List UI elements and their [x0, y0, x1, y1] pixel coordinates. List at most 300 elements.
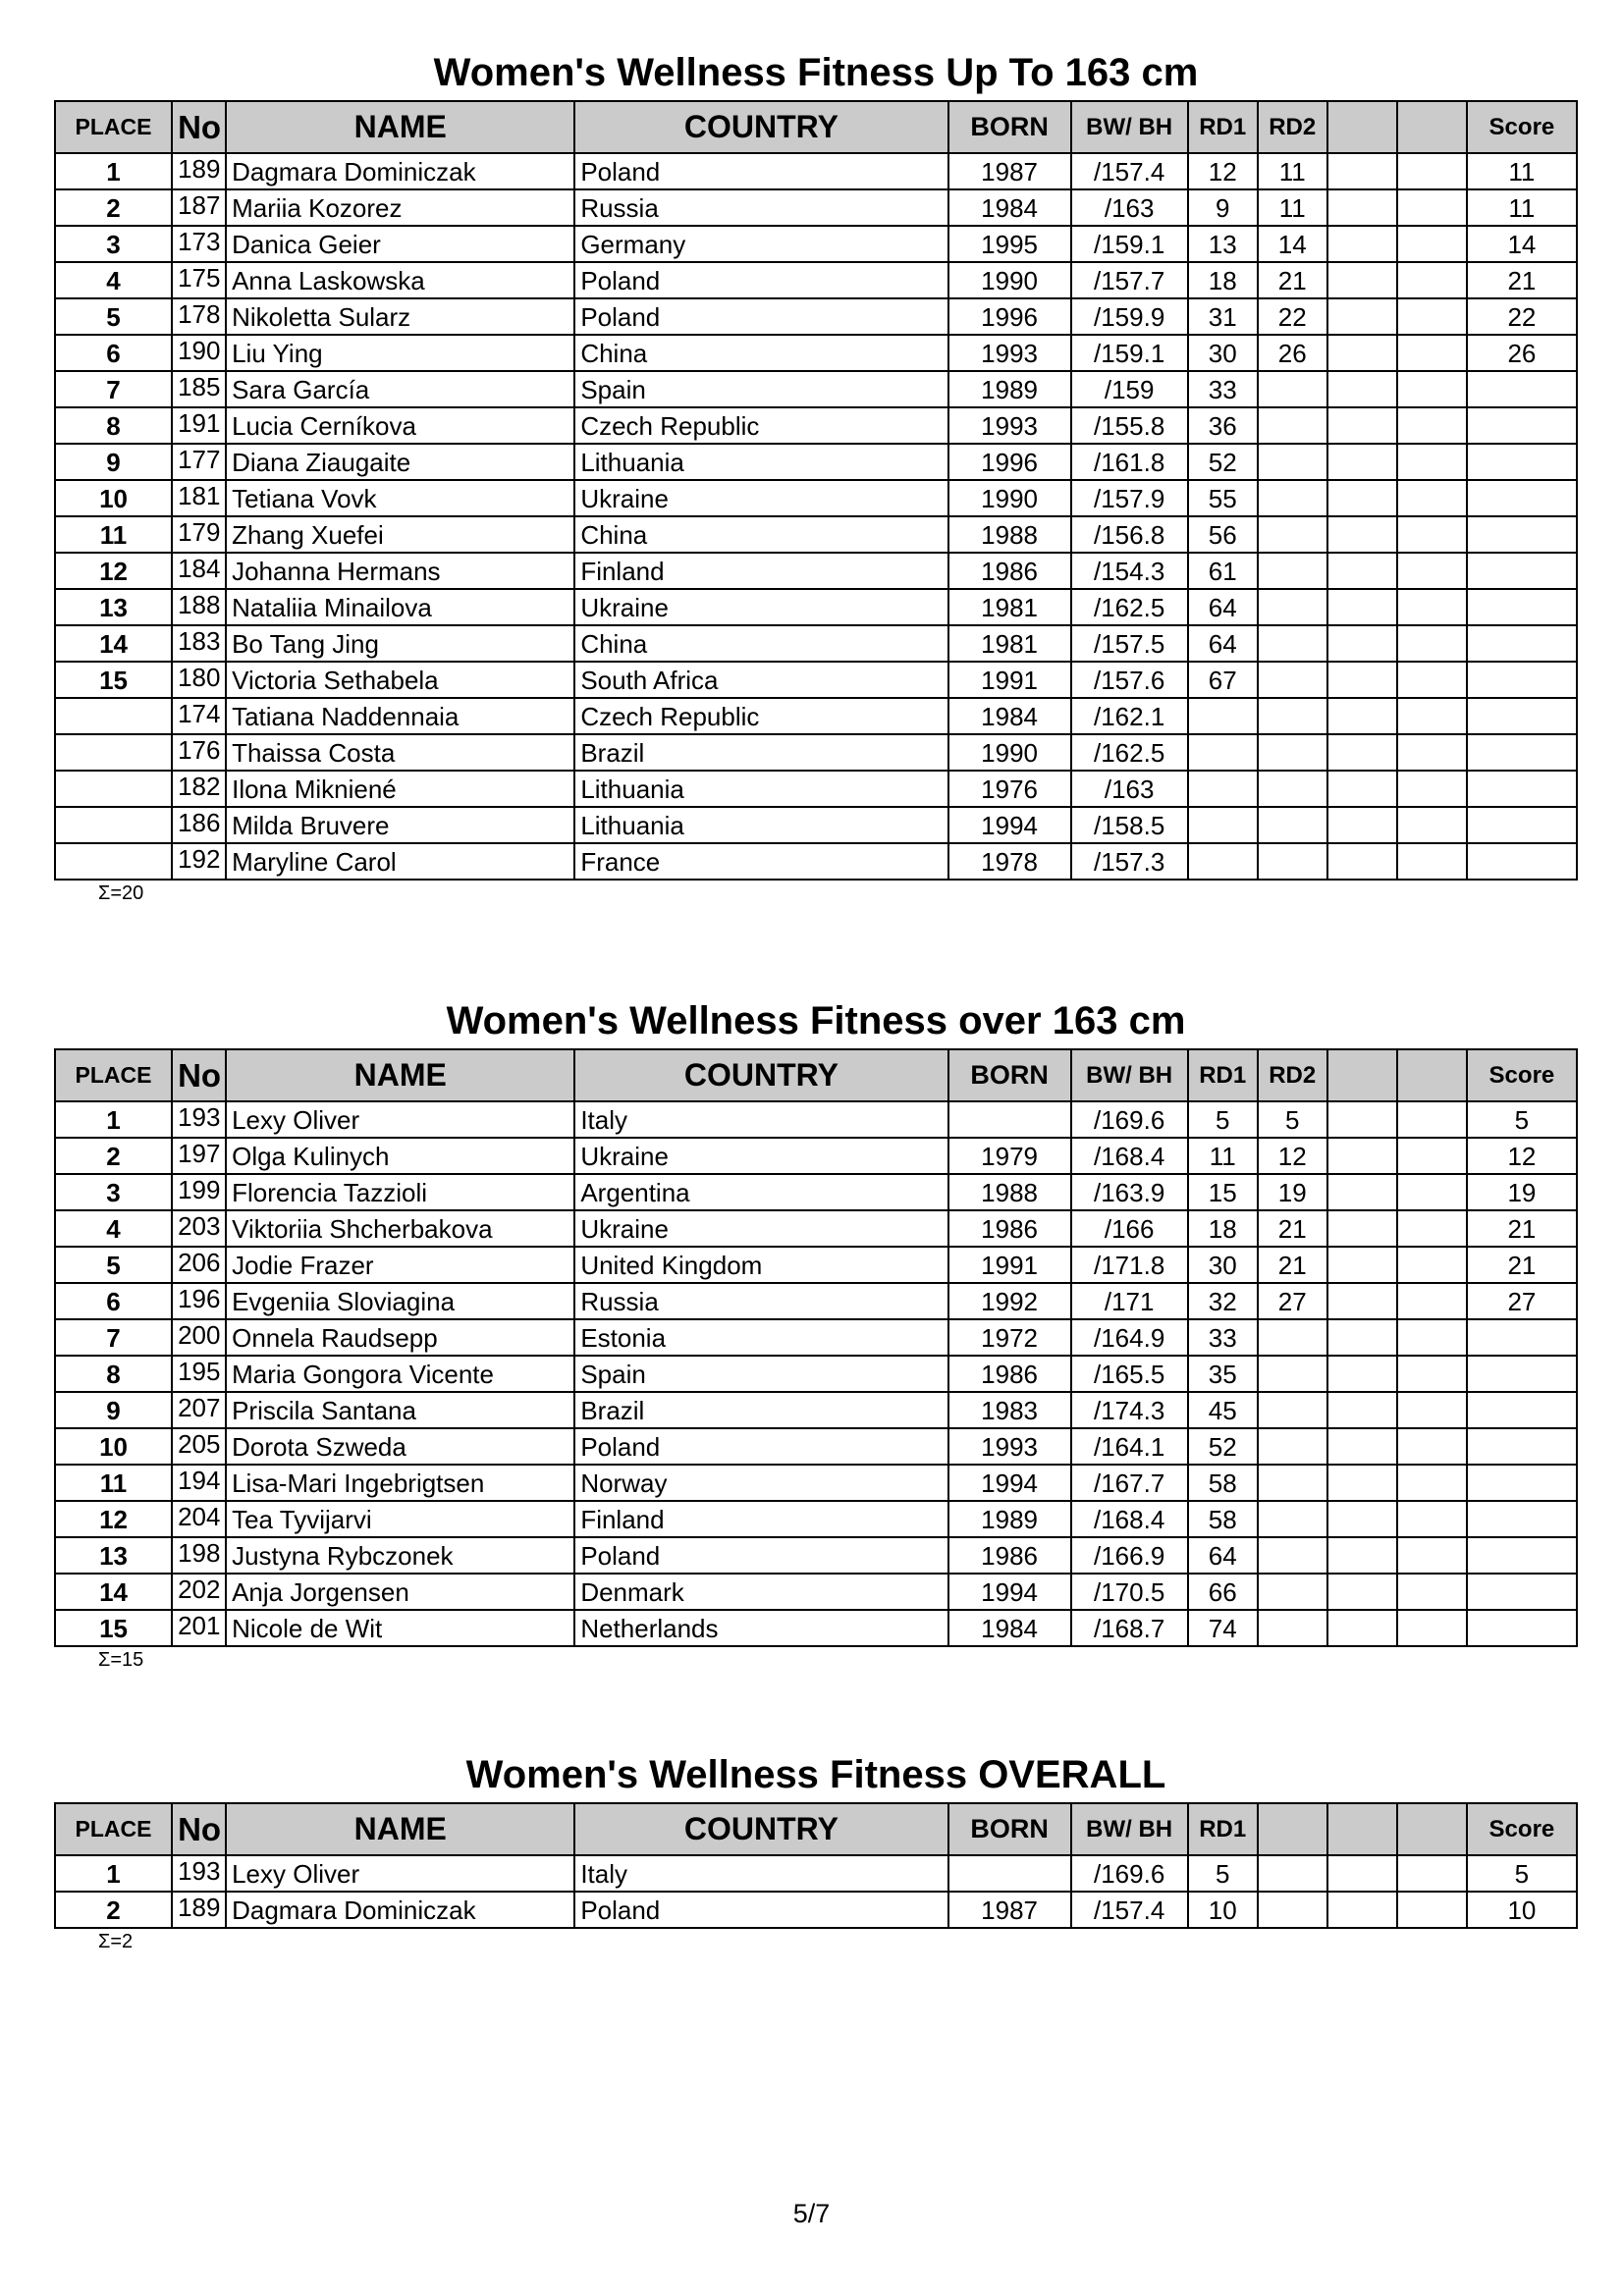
- cell-score: 21: [1467, 1210, 1577, 1247]
- cell-born: 1994: [948, 807, 1071, 843]
- results-table: [54, 100, 1578, 881]
- table-row: [55, 1319, 1577, 1356]
- cell-no: 174: [172, 698, 226, 734]
- cell-born: 1991: [948, 662, 1071, 698]
- column-header-bw-bh: BW/ BH: [1071, 1049, 1188, 1101]
- cell-rd1: 67: [1188, 662, 1258, 698]
- column-header-score: Score: [1467, 1803, 1577, 1855]
- cell-score: [1467, 807, 1577, 843]
- cell-place: 8: [55, 407, 172, 444]
- table-row: [55, 1138, 1577, 1174]
- section-overall: [54, 1751, 1578, 1953]
- cell-country: Italy: [574, 1101, 947, 1138]
- column-header-no: No: [172, 1049, 226, 1101]
- cell-rd2: [1258, 407, 1327, 444]
- column-header-blank1: [1327, 1049, 1397, 1101]
- cell-rd1: 5: [1188, 1101, 1258, 1138]
- cell-blank2: [1397, 1501, 1467, 1537]
- cell-born: 1990: [948, 734, 1071, 771]
- cell-no: 194: [172, 1465, 226, 1501]
- cell-score: 21: [1467, 1247, 1577, 1283]
- cell-name: Lucia Cerníkova: [226, 407, 574, 444]
- cell-place: 10: [55, 1428, 172, 1465]
- cell-score: [1467, 1574, 1577, 1610]
- cell-born: 1989: [948, 1501, 1071, 1537]
- cell-born: 1978: [948, 843, 1071, 880]
- cell-blank2: [1397, 662, 1467, 698]
- cell-rd1: 58: [1188, 1501, 1258, 1537]
- table-row: [55, 698, 1577, 734]
- table-row: [55, 1283, 1577, 1319]
- column-header-rd2: RD2: [1258, 101, 1327, 153]
- cell-born: 1984: [948, 1610, 1071, 1646]
- table-row: [55, 589, 1577, 625]
- column-header-rd1: RD1: [1188, 1803, 1258, 1855]
- cell-rd1: 32: [1188, 1283, 1258, 1319]
- cell-bw-bh: /162.1: [1071, 698, 1188, 734]
- cell-bw-bh: /166: [1071, 1210, 1188, 1247]
- cell-rd1: 15: [1188, 1174, 1258, 1210]
- cell-blank2: [1397, 1428, 1467, 1465]
- cell-blank1: [1327, 843, 1397, 880]
- cell-born: 1989: [948, 371, 1071, 407]
- cell-country: Lithuania: [574, 444, 947, 480]
- cell-place: 6: [55, 1283, 172, 1319]
- cell-bw-bh: /157.3: [1071, 843, 1188, 880]
- cell-name: Tetiana Vovk: [226, 480, 574, 516]
- cell-name: Diana Ziaugaite: [226, 444, 574, 480]
- table-row: [55, 843, 1577, 880]
- cell-place: [55, 843, 172, 880]
- cell-no: 178: [172, 298, 226, 335]
- cell-blank2: [1397, 262, 1467, 298]
- column-header-blank2: [1397, 1049, 1467, 1101]
- cell-rd2: [1258, 516, 1327, 553]
- header-row: [55, 101, 1577, 153]
- cell-born: 1995: [948, 226, 1071, 262]
- cell-blank2: [1397, 1319, 1467, 1356]
- cell-rd1: 5: [1188, 1855, 1258, 1892]
- cell-blank2: [1397, 1101, 1467, 1138]
- cell-country: Germany: [574, 226, 947, 262]
- cell-blank1: [1327, 153, 1397, 189]
- cell-place: 11: [55, 1465, 172, 1501]
- cell-rd2: [1258, 625, 1327, 662]
- cell-no: 193: [172, 1855, 226, 1892]
- cell-country: Poland: [574, 1537, 947, 1574]
- cell-place: 1: [55, 1101, 172, 1138]
- cell-rd2: 11: [1258, 189, 1327, 226]
- cell-score: [1467, 625, 1577, 662]
- cell-rd2: [1258, 1574, 1327, 1610]
- cell-born: 1986: [948, 1210, 1071, 1247]
- cell-country: Poland: [574, 298, 947, 335]
- cell-blank1: [1327, 1356, 1397, 1392]
- cell-blank2: [1397, 444, 1467, 480]
- cell-no: 181: [172, 480, 226, 516]
- cell-born: 1987: [948, 1892, 1071, 1928]
- cell-blank2: [1397, 1247, 1467, 1283]
- cell-score: 26: [1467, 335, 1577, 371]
- cell-blank2: [1397, 1210, 1467, 1247]
- results-table: [54, 1048, 1578, 1647]
- cell-blank1: [1327, 1501, 1397, 1537]
- cell-blank2: [1397, 553, 1467, 589]
- cell-blank2: [1397, 1610, 1467, 1646]
- cell-name: Lisa-Mari Ingebrigtsen: [226, 1465, 574, 1501]
- cell-rd2: [1258, 1428, 1327, 1465]
- column-header-country: COUNTRY: [574, 1803, 947, 1855]
- cell-rd1: 9: [1188, 189, 1258, 226]
- cell-bw-bh: /154.3: [1071, 553, 1188, 589]
- cell-place: 14: [55, 1574, 172, 1610]
- cell-place: 5: [55, 1247, 172, 1283]
- cell-place: 4: [55, 1210, 172, 1247]
- column-header-rd2: [1258, 1803, 1327, 1855]
- cell-name: Dorota Szweda: [226, 1428, 574, 1465]
- cell-blank1: [1327, 1247, 1397, 1283]
- cell-born: 1984: [948, 698, 1071, 734]
- cell-score: [1467, 589, 1577, 625]
- cell-country: Finland: [574, 1501, 947, 1537]
- column-header-place: PLACE: [55, 1803, 172, 1855]
- cell-score: 11: [1467, 153, 1577, 189]
- cell-blank2: [1397, 1537, 1467, 1574]
- cell-blank2: [1397, 807, 1467, 843]
- cell-place: 13: [55, 1537, 172, 1574]
- cell-no: 196: [172, 1283, 226, 1319]
- cell-score: [1467, 1392, 1577, 1428]
- cell-no: 202: [172, 1574, 226, 1610]
- column-header-born: BORN: [948, 101, 1071, 153]
- column-header-name: NAME: [226, 1803, 574, 1855]
- cell-bw-bh: /159: [1071, 371, 1188, 407]
- cell-no: 175: [172, 262, 226, 298]
- cell-name: Nataliia Minailova: [226, 589, 574, 625]
- cell-no: 187: [172, 189, 226, 226]
- cell-born: 1993: [948, 335, 1071, 371]
- cell-score: [1467, 371, 1577, 407]
- cell-score: [1467, 1356, 1577, 1392]
- cell-rd1: 35: [1188, 1356, 1258, 1392]
- cell-place: 1: [55, 1855, 172, 1892]
- cell-blank1: [1327, 662, 1397, 698]
- cell-rd1: 13: [1188, 226, 1258, 262]
- cell-place: 4: [55, 262, 172, 298]
- cell-born: 1987: [948, 153, 1071, 189]
- cell-rd2: 26: [1258, 335, 1327, 371]
- cell-place: 2: [55, 1138, 172, 1174]
- cell-place: 2: [55, 1892, 172, 1928]
- cell-score: [1467, 1610, 1577, 1646]
- cell-blank1: [1327, 1210, 1397, 1247]
- cell-born: 1994: [948, 1574, 1071, 1610]
- cell-name: Dagmara Dominiczak: [226, 1892, 574, 1928]
- cell-born: 1994: [948, 1465, 1071, 1501]
- cell-bw-bh: /163: [1071, 189, 1188, 226]
- cell-score: 21: [1467, 262, 1577, 298]
- cell-no: 200: [172, 1319, 226, 1356]
- cell-place: 5: [55, 298, 172, 335]
- cell-no: 203: [172, 1210, 226, 1247]
- cell-country: Spain: [574, 1356, 947, 1392]
- cell-blank1: [1327, 1138, 1397, 1174]
- table-row: [55, 516, 1577, 553]
- cell-rd2: [1258, 589, 1327, 625]
- cell-country: Poland: [574, 262, 947, 298]
- cell-name: Evgeniia Sloviagina: [226, 1283, 574, 1319]
- cell-rd1: 18: [1188, 1210, 1258, 1247]
- cell-rd2: 12: [1258, 1138, 1327, 1174]
- cell-score: 22: [1467, 298, 1577, 335]
- cell-score: [1467, 843, 1577, 880]
- table-row: [55, 625, 1577, 662]
- cell-blank2: [1397, 1855, 1467, 1892]
- cell-bw-bh: /158.5: [1071, 807, 1188, 843]
- cell-country: Czech Republic: [574, 698, 947, 734]
- cell-born: 1976: [948, 771, 1071, 807]
- column-header-rd1: RD1: [1188, 1049, 1258, 1101]
- cell-name: Milda Bruvere: [226, 807, 574, 843]
- table-row: [55, 662, 1577, 698]
- cell-bw-bh: /165.5: [1071, 1356, 1188, 1392]
- table-row: [55, 153, 1577, 189]
- cell-score: 19: [1467, 1174, 1577, 1210]
- cell-rd2: 22: [1258, 298, 1327, 335]
- cell-score: 14: [1467, 226, 1577, 262]
- cell-blank2: [1397, 226, 1467, 262]
- cell-rd2: [1258, 1855, 1327, 1892]
- cell-place: [55, 807, 172, 843]
- cell-rd2: 21: [1258, 1210, 1327, 1247]
- cell-country: Ukraine: [574, 1210, 947, 1247]
- column-header-born: BORN: [948, 1049, 1071, 1101]
- cell-place: 10: [55, 480, 172, 516]
- column-header-bw-bh: BW/ BH: [1071, 101, 1188, 153]
- cell-blank2: [1397, 1283, 1467, 1319]
- cell-born: 1986: [948, 553, 1071, 589]
- cell-blank2: [1397, 480, 1467, 516]
- cell-name: Lexy Oliver: [226, 1101, 574, 1138]
- cell-rd1: 11: [1188, 1138, 1258, 1174]
- cell-rd1: 52: [1188, 1428, 1258, 1465]
- cell-bw-bh: /164.9: [1071, 1319, 1188, 1356]
- cell-place: 12: [55, 1501, 172, 1537]
- cell-no: 173: [172, 226, 226, 262]
- cell-country: Brazil: [574, 734, 947, 771]
- cell-name: Onnela Raudsepp: [226, 1319, 574, 1356]
- column-header-place: PLACE: [55, 1049, 172, 1101]
- cell-rd1: 33: [1188, 371, 1258, 407]
- cell-no: 191: [172, 407, 226, 444]
- cell-country: China: [574, 335, 947, 371]
- table-row: [55, 371, 1577, 407]
- cell-rd1: [1188, 771, 1258, 807]
- cell-rd2: 14: [1258, 226, 1327, 262]
- table-row: [55, 734, 1577, 771]
- column-header-born: BORN: [948, 1803, 1071, 1855]
- cell-country: Lithuania: [574, 807, 947, 843]
- cell-blank1: [1327, 1392, 1397, 1428]
- cell-score: [1467, 771, 1577, 807]
- cell-place: 14: [55, 625, 172, 662]
- cell-country: Russia: [574, 1283, 947, 1319]
- cell-bw-bh: /171.8: [1071, 1247, 1188, 1283]
- cell-name: Florencia Tazzioli: [226, 1174, 574, 1210]
- cell-born: 1992: [948, 1283, 1071, 1319]
- cell-name: Zhang Xuefei: [226, 516, 574, 553]
- cell-rd2: [1258, 444, 1327, 480]
- cell-bw-bh: /167.7: [1071, 1465, 1188, 1501]
- cell-bw-bh: /157.6: [1071, 662, 1188, 698]
- cell-blank1: [1327, 1283, 1397, 1319]
- column-header-blank2: [1397, 101, 1467, 153]
- cell-no: 179: [172, 516, 226, 553]
- cell-blank2: [1397, 189, 1467, 226]
- entry-count: Σ=15: [98, 1649, 144, 1671]
- cell-rd2: 19: [1258, 1174, 1327, 1210]
- cell-name: Priscila Santana: [226, 1392, 574, 1428]
- cell-rd2: [1258, 807, 1327, 843]
- table-row: [55, 1501, 1577, 1537]
- cell-blank2: [1397, 1392, 1467, 1428]
- cell-bw-bh: /162.5: [1071, 589, 1188, 625]
- cell-blank1: [1327, 298, 1397, 335]
- cell-blank1: [1327, 262, 1397, 298]
- cell-rd1: 74: [1188, 1610, 1258, 1646]
- cell-born: 1988: [948, 516, 1071, 553]
- table-row: [55, 226, 1577, 262]
- cell-born: 1981: [948, 589, 1071, 625]
- cell-blank2: [1397, 371, 1467, 407]
- cell-no: 207: [172, 1392, 226, 1428]
- cell-rd1: 56: [1188, 516, 1258, 553]
- cell-no: 197: [172, 1138, 226, 1174]
- cell-rd2: 27: [1258, 1283, 1327, 1319]
- cell-born: 1972: [948, 1319, 1071, 1356]
- cell-born: 1979: [948, 1138, 1071, 1174]
- cell-place: [55, 734, 172, 771]
- cell-score: [1467, 516, 1577, 553]
- cell-name: Bo Tang Jing: [226, 625, 574, 662]
- cell-rd1: 30: [1188, 1247, 1258, 1283]
- cell-bw-bh: /157.5: [1071, 625, 1188, 662]
- cell-country: Norway: [574, 1465, 947, 1501]
- cell-country: Czech Republic: [574, 407, 947, 444]
- cell-country: Netherlands: [574, 1610, 947, 1646]
- cell-rd1: 31: [1188, 298, 1258, 335]
- cell-name: Jodie Frazer: [226, 1247, 574, 1283]
- cell-name: Dagmara Dominiczak: [226, 153, 574, 189]
- column-header-place: PLACE: [55, 101, 172, 153]
- cell-rd2: [1258, 1356, 1327, 1392]
- cell-blank1: [1327, 335, 1397, 371]
- cell-name: Danica Geier: [226, 226, 574, 262]
- cell-score: [1467, 662, 1577, 698]
- section-over-163: [54, 997, 1578, 1672]
- cell-bw-bh: /157.7: [1071, 262, 1188, 298]
- cell-bw-bh: /166.9: [1071, 1537, 1188, 1574]
- cell-bw-bh: /155.8: [1071, 407, 1188, 444]
- cell-place: 11: [55, 516, 172, 553]
- cell-bw-bh: /169.6: [1071, 1101, 1188, 1138]
- cell-blank2: [1397, 335, 1467, 371]
- cell-no: 185: [172, 371, 226, 407]
- cell-rd1: 64: [1188, 1537, 1258, 1574]
- cell-blank2: [1397, 516, 1467, 553]
- cell-score: [1467, 1537, 1577, 1574]
- cell-blank2: [1397, 298, 1467, 335]
- section-title: Women's Wellness Fitness over 163 cm: [446, 999, 1186, 1042]
- cell-blank2: [1397, 625, 1467, 662]
- cell-no: 189: [172, 1892, 226, 1928]
- cell-blank1: [1327, 1855, 1397, 1892]
- table-row: [55, 1356, 1577, 1392]
- cell-name: Maryline Carol: [226, 843, 574, 880]
- cell-rd1: 10: [1188, 1892, 1258, 1928]
- cell-score: [1467, 1465, 1577, 1501]
- cell-blank1: [1327, 444, 1397, 480]
- cell-score: [1467, 734, 1577, 771]
- cell-bw-bh: /171: [1071, 1283, 1188, 1319]
- cell-rd1: 30: [1188, 335, 1258, 371]
- cell-country: Ukraine: [574, 589, 947, 625]
- cell-no: 193: [172, 1101, 226, 1138]
- cell-rd1: 52: [1188, 444, 1258, 480]
- cell-bw-bh: /174.3: [1071, 1392, 1188, 1428]
- cell-score: [1467, 1428, 1577, 1465]
- cell-rd2: [1258, 1465, 1327, 1501]
- cell-score: [1467, 444, 1577, 480]
- cell-bw-bh: /168.7: [1071, 1610, 1188, 1646]
- cell-bw-bh: /163: [1071, 771, 1188, 807]
- cell-score: 10: [1467, 1892, 1577, 1928]
- table-row: [55, 480, 1577, 516]
- cell-score: [1467, 480, 1577, 516]
- cell-blank1: [1327, 189, 1397, 226]
- cell-bw-bh: /159.1: [1071, 335, 1188, 371]
- cell-rd2: 5: [1258, 1101, 1327, 1138]
- cell-bw-bh: /163.9: [1071, 1174, 1188, 1210]
- cell-blank2: [1397, 1574, 1467, 1610]
- cell-born: 1993: [948, 407, 1071, 444]
- cell-score: 12: [1467, 1138, 1577, 1174]
- table-row: [55, 1428, 1577, 1465]
- column-header-name: NAME: [226, 101, 574, 153]
- cell-score: 27: [1467, 1283, 1577, 1319]
- cell-born: 1996: [948, 444, 1071, 480]
- cell-rd1: [1188, 734, 1258, 771]
- cell-rd1: 36: [1188, 407, 1258, 444]
- cell-blank2: [1397, 589, 1467, 625]
- cell-blank1: [1327, 1319, 1397, 1356]
- table-row: [55, 335, 1577, 371]
- cell-bw-bh: /157.4: [1071, 153, 1188, 189]
- table-row: [55, 1247, 1577, 1283]
- table-row: [55, 189, 1577, 226]
- section-title: Women's Wellness Fitness OVERALL: [465, 1753, 1166, 1796]
- cell-no: 204: [172, 1501, 226, 1537]
- column-header-score: Score: [1467, 1049, 1577, 1101]
- cell-name: Olga Kulinych: [226, 1138, 574, 1174]
- cell-country: China: [574, 625, 947, 662]
- entry-count: Σ=2: [98, 1931, 134, 1952]
- cell-rd2: [1258, 553, 1327, 589]
- cell-blank2: [1397, 1356, 1467, 1392]
- cell-blank1: [1327, 589, 1397, 625]
- cell-rd1: 64: [1188, 625, 1258, 662]
- cell-place: 9: [55, 444, 172, 480]
